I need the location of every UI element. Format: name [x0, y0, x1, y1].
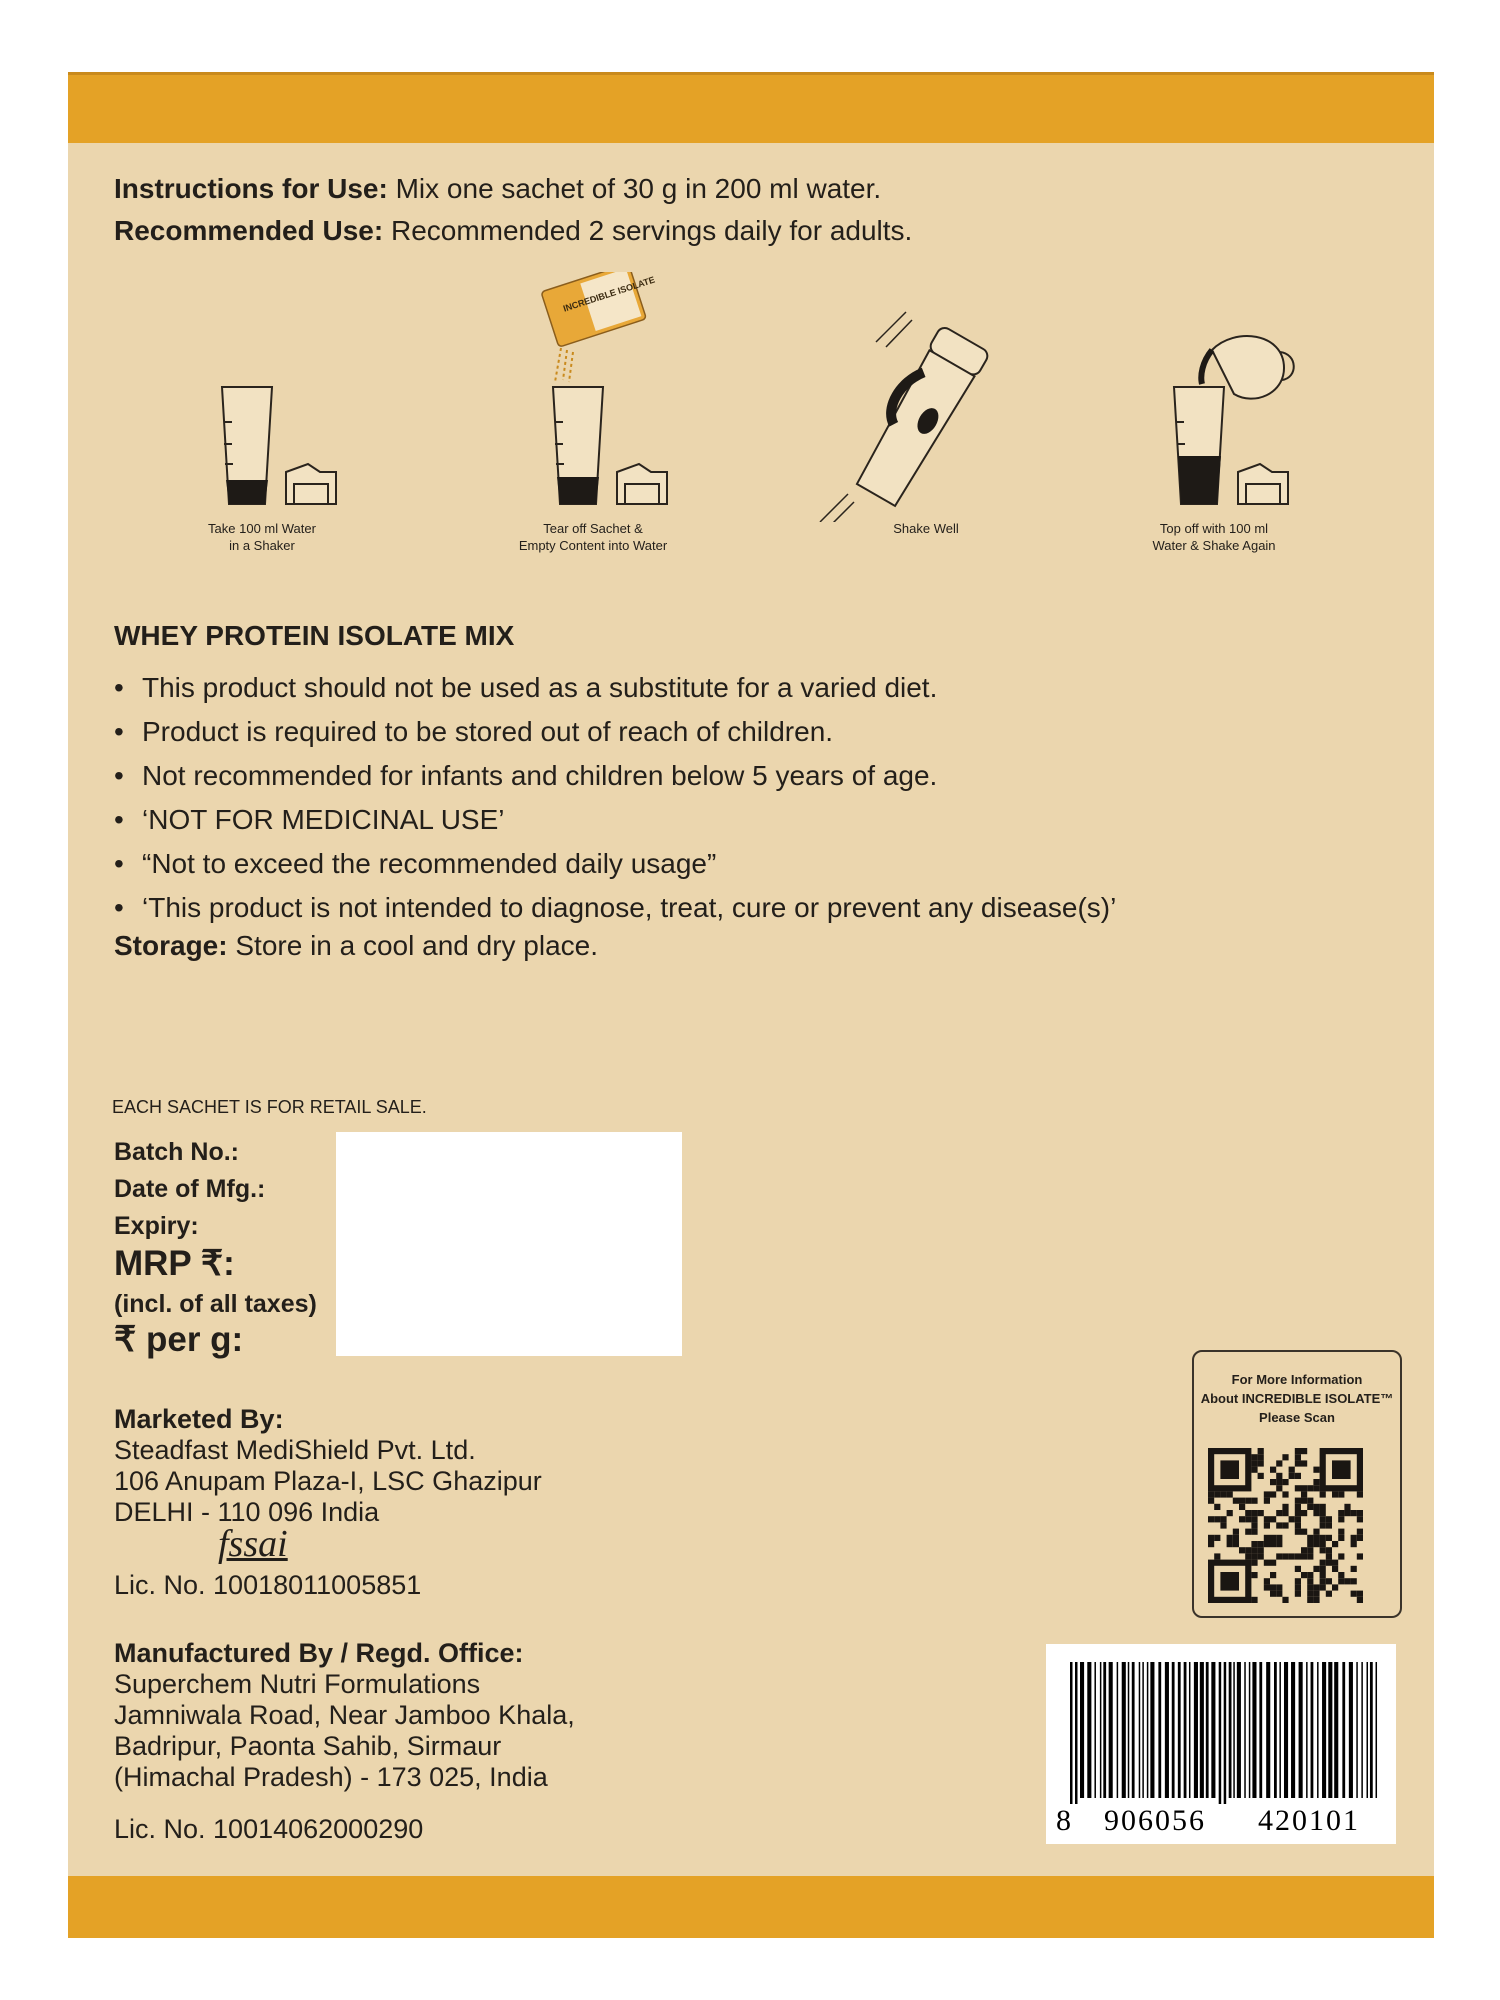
bullet-icon: • — [114, 672, 124, 703]
barcode-panel — [1046, 1644, 1396, 1844]
mrp-label: MRP ₹: — [114, 1244, 235, 1283]
recommended-text: Recommended 2 servings daily for adults. — [390, 215, 913, 246]
instructions-block — [114, 168, 912, 252]
qr-code-icon[interactable] — [1208, 1448, 1384, 1608]
bullet-icon: • — [114, 848, 124, 879]
storage-line — [114, 930, 598, 962]
instructions-text: Mix one sachet of 30 g in 200 ml water. — [395, 173, 882, 204]
step-2-caption-line2: Empty Content into Water — [518, 538, 668, 553]
bottom-color-band — [68, 1876, 1434, 1938]
step-4-caption — [1084, 520, 1344, 554]
marketed-by-block — [114, 1404, 542, 1528]
mfg-date-label: Date of Mfg.: — [114, 1175, 266, 1203]
package-back-panel — [68, 72, 1434, 1938]
step-1 — [132, 272, 392, 562]
recommended-use-line — [114, 210, 912, 252]
manufactured-by-block — [114, 1638, 575, 1793]
step-2 — [463, 272, 723, 562]
batch-print-area — [336, 1132, 682, 1356]
qr-caption-line3: Please Scan — [1259, 1410, 1335, 1425]
marketed-line: DELHI - 110 096 India — [114, 1497, 380, 1527]
bullet-text: “Not to exceed the recommended daily usage” — [142, 848, 717, 879]
bullet-text: This product should not be used as a substitute for a varied diet. — [142, 672, 938, 703]
step-3-caption-line1: Shake Well — [893, 521, 959, 536]
step-2-caption-line1: Tear off Sachet & — [543, 521, 643, 536]
step-3 — [796, 272, 1056, 562]
manufactured-line: (Himachal Pradesh) - 173 025, India — [114, 1762, 548, 1792]
marketed-license: Lic. No. 10018011005851 — [114, 1570, 422, 1600]
list-item — [114, 886, 1116, 930]
marketed-line: Steadfast MediShield Pvt. Ltd. — [114, 1435, 476, 1465]
sachet-pour-icon — [463, 272, 723, 522]
storage-label: Storage: — [114, 930, 228, 961]
top-color-band — [68, 72, 1434, 143]
manufactured-line: Superchem Nutri Formulations — [114, 1669, 481, 1699]
bullet-text: ‘NOT FOR MEDICINAL USE’ — [142, 804, 505, 835]
step-4 — [1084, 272, 1344, 562]
shaker-glass-icon — [132, 272, 392, 522]
shake-bottle-icon — [796, 272, 1056, 522]
instructions-for-use-line — [114, 168, 912, 210]
instructions-label: Instructions for Use: — [114, 173, 388, 204]
batch-label: Batch No.: — [114, 1138, 239, 1166]
jug-pour-icon — [1084, 272, 1344, 522]
list-item — [114, 842, 1116, 886]
price-per-gram-label: ₹ per g: — [114, 1320, 244, 1359]
bullet-text: Product is required to be stored out of reach of children. — [142, 716, 834, 747]
sachet-label: INCREDIBLE ISOLATE — [561, 274, 657, 314]
manufactured-by-label: Manufactured By / Regd. Office: — [114, 1638, 524, 1668]
manufactured-line: Badripur, Paonta Sahib, Sirmaur — [114, 1731, 502, 1761]
bullet-icon: • — [114, 716, 124, 747]
recommended-label: Recommended Use: — [114, 215, 384, 246]
list-item — [114, 666, 1116, 710]
barcode-icon — [1046, 1644, 1396, 1804]
qr-caption-line1: For More Information — [1231, 1372, 1363, 1387]
step-1-caption-line2: in a Shaker — [229, 538, 295, 553]
bullet-text: ‘This product is not intended to diagnose, treat, cure or prevent any disease(s)’ — [142, 892, 1117, 923]
manufactured-license: Lic. No. 10014062000290 — [114, 1814, 424, 1844]
qr-info-panel — [1192, 1350, 1402, 1618]
marketed-by-label: Marketed By: — [114, 1404, 284, 1434]
retail-note: EACH SACHET IS FOR RETAIL SALE. — [112, 1097, 427, 1117]
expiry-label: Expiry: — [114, 1212, 199, 1240]
bullet-icon: • — [114, 760, 124, 791]
list-item — [114, 710, 1116, 754]
qr-caption — [1194, 1370, 1400, 1427]
manufactured-line: Jamniwala Road, Near Jamboo Khala, — [114, 1700, 575, 1730]
bullet-text: Not recommended for infants and children below 5 years of age. — [142, 760, 938, 791]
list-item — [114, 798, 1116, 842]
step-4-caption-line1: Top off with 100 ml — [1159, 521, 1269, 536]
fssai-logo: fssai — [218, 1523, 288, 1565]
step-1-caption — [132, 520, 392, 554]
barcode-right-group: 420101 — [1258, 1804, 1360, 1837]
bullet-icon: • — [114, 892, 124, 923]
barcode-first-digit: 8 — [1056, 1804, 1073, 1837]
whey-section-title: WHEY PROTEIN ISOLATE MIX — [114, 620, 515, 651]
list-item — [114, 754, 1116, 798]
qr-caption-line2: About INCREDIBLE ISOLATE™ — [1200, 1391, 1394, 1406]
barcode-left-group: 906056 — [1104, 1804, 1206, 1837]
taxes-label: (incl. of all taxes) — [114, 1290, 317, 1318]
marketed-line: 106 Anupam Plaza-I, LSC Ghazipur — [114, 1466, 542, 1496]
bullet-icon: • — [114, 804, 124, 835]
warning-bullet-list — [114, 666, 1116, 930]
step-1-caption-line1: Take 100 ml Water — [208, 521, 316, 536]
step-2-caption — [463, 520, 723, 554]
storage-text: Store in a cool and dry place. — [235, 930, 599, 961]
step-4-caption-line2: Water & Shake Again — [1152, 538, 1276, 553]
step-3-caption — [796, 520, 1056, 537]
